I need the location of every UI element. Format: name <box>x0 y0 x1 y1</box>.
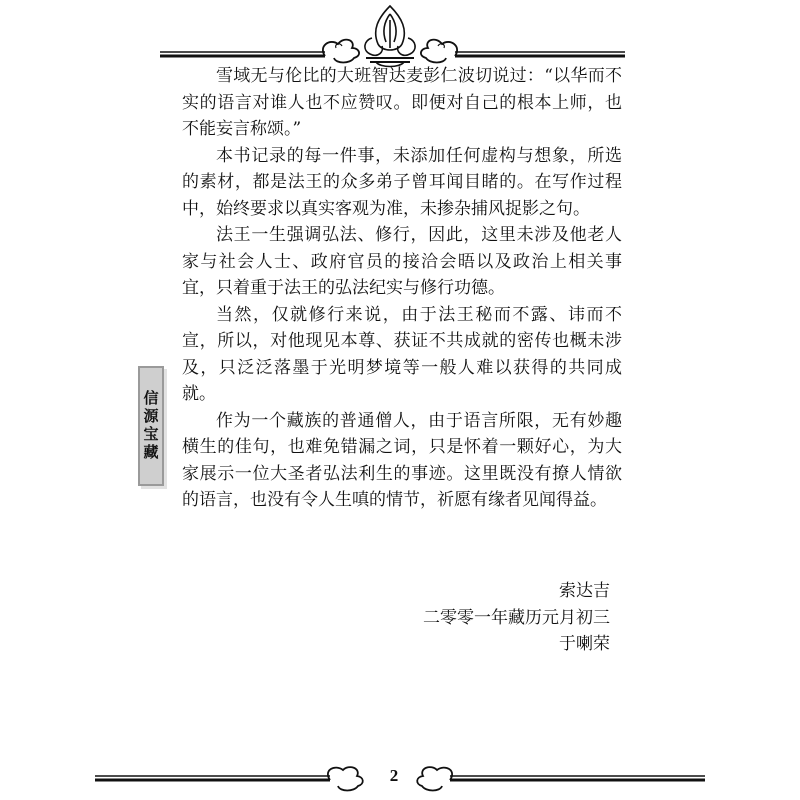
lotus-emblem-icon <box>365 6 415 67</box>
side-tab-label: 信源宝藏 <box>141 390 160 462</box>
signature-block <box>423 578 610 658</box>
left-cloud-rule <box>160 40 359 63</box>
paragraph: 当然，仅就修行来说，由于法王秘而不露、讳而不宣，所以，对他现见本尊、获证不共成就的密传也概未涉及，只泛泛落墨于光明梦境等一般人难以获得的共同成就。 <box>182 304 622 404</box>
paragraph: 本书记录的每一件事，未添加任何虚构与想象，所选的素材，都是法王的众多弟子曾耳闻目睹的。在写作过程中，始终要求以真实客观为准，未掺杂捕风捉影之句。 <box>182 145 622 219</box>
paragraph: 作为一个藏族的普通僧人，由于语言所限，无有妙趣横生的佳句，也难免错漏之词，只是怀着一颗好心，为大家展示一位大圣者弘法利生的事迹。这里既没有撩人情欲的语言，也没有令人生嗔的情节，祈愿有缘者见闻得益。 <box>182 410 622 510</box>
paragraph: 法王一生强调弘法、修行，因此，这里未涉及他老人家与社会人士、政府官员的接洽会晤以及政治上相关事宜，只着重于法王的弘法纪实与修行功德。 <box>182 225 622 298</box>
page-number: 2 <box>389 766 399 785</box>
footer-right-cloud-rule <box>417 767 705 790</box>
signature-date: 二零零一年藏历元月初三 <box>423 607 610 628</box>
footer-left-cloud-rule <box>95 767 363 790</box>
signature-author: 索达吉 <box>559 581 610 601</box>
header-ornament <box>0 0 800 70</box>
paragraph: 雪域无与伦比的大班智达麦彭仁波切说过：“以华而不实的语言对谁人也不应赞叹。即便对自己的根本上师，也不能妄言称颂。” <box>182 66 622 139</box>
body-text <box>182 63 622 514</box>
signature-place: 于喇荣 <box>559 634 610 654</box>
right-cloud-rule <box>421 40 625 63</box>
side-tab <box>138 366 164 486</box>
